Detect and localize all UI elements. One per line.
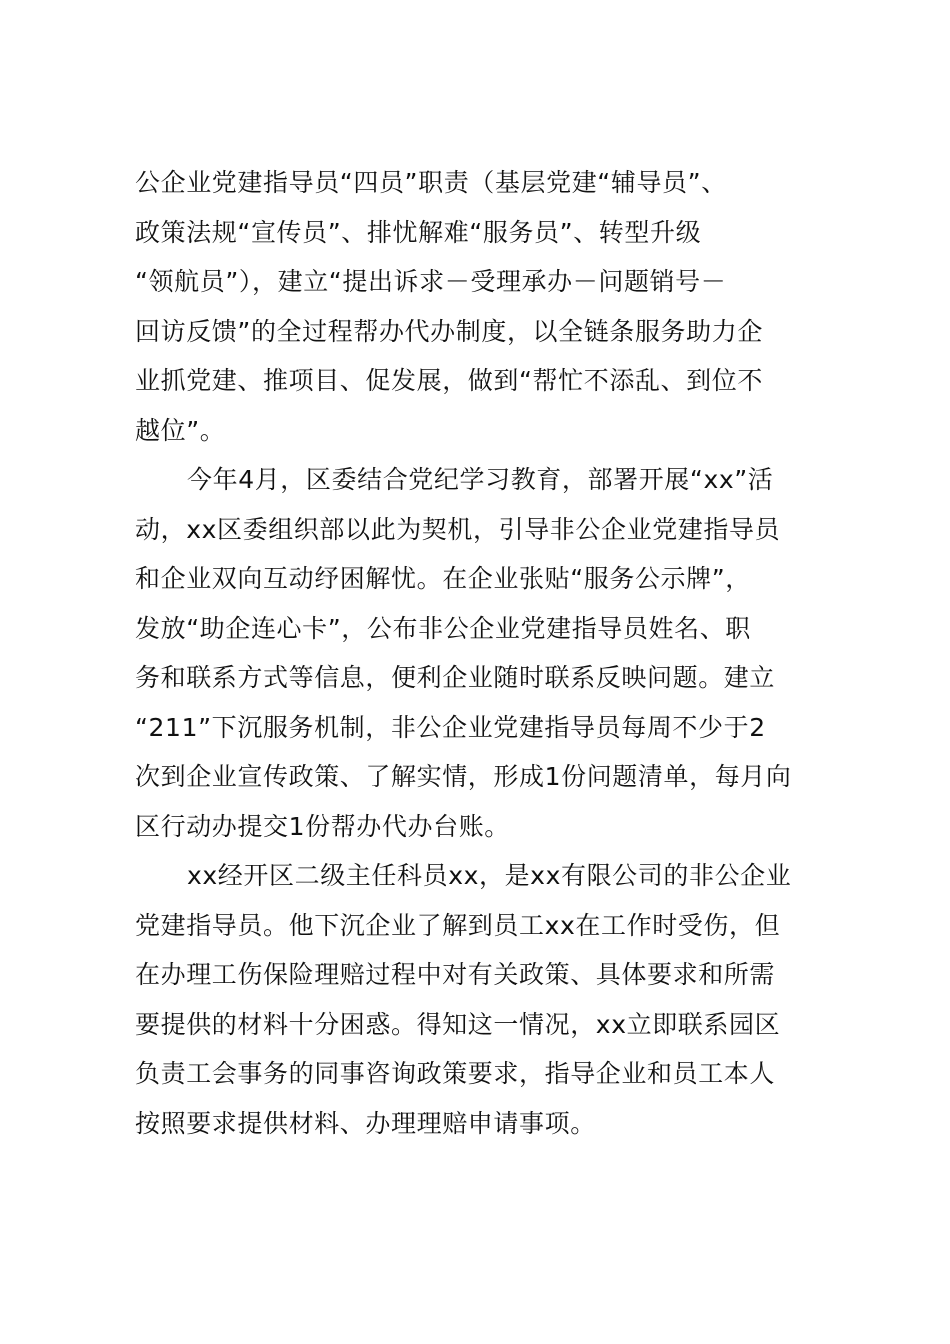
text-line: 业抓党建、推项目、促发展，做到“帮忙不添乱、到位不 <box>135 366 763 395</box>
text-line: 发放“助企连心卡”，公布非公企业党建指导员姓名、职 <box>135 613 751 643</box>
text-line: “211”下沉服务机制，非公企业党建指导员每周不少于2 <box>135 712 766 742</box>
text-line: 今年4月，区委结合党纪学习教育，部署开展“xx”活 <box>187 465 774 494</box>
text-line: 公企业党建指导员“四员”职责（基层党建“辅导员”、 <box>135 168 727 197</box>
text-line: 务和联系方式等信息，便利企业随时联系反映问题。建立 <box>135 663 776 692</box>
text-line: 次到企业宣传政策、了解实情，形成1份问题清单，每月向 <box>135 762 792 791</box>
text-line: 按照要求提供材料、办理理赔申请事项。 <box>135 1108 596 1138</box>
text-line: 和企业双向互动纾困解忧。在企业张贴“服务公示牌”， <box>135 564 751 593</box>
text-line: 负责工会事务的同事咨询政策要求，指导企业和员工本人 <box>135 1059 776 1088</box>
text-line: xx经开区二级主任科员xx，是xx有限公司的非公企业 <box>187 861 792 890</box>
text-line: 回访反馈”的全过程帮办代办制度，以全链条服务助力企 <box>135 316 763 346</box>
text-line: 区行动办提交1份帮办代办台账。 <box>135 811 510 841</box>
text-line: 动，xx区委组织部以此为契机，引导非公企业党建指导员 <box>135 514 781 544</box>
paragraph-3 <box>135 851 855 1148</box>
text-line: 要提供的材料十分困惑。得知这一情况，xx立即联系园区 <box>135 1009 781 1039</box>
text-line: 党建指导员。他下沉企业了解到员工xx在工作时受伤，但 <box>135 910 781 940</box>
paragraph-2 <box>135 455 855 851</box>
text-line: 政策法规“宣传员”、排忧解难“服务员”、转型升级 <box>135 217 702 247</box>
text-line: 在办理工伤保险理赔过程中对有关政策、具体要求和所需 <box>135 960 776 989</box>
paragraph-1 <box>135 158 855 455</box>
text-line: “领航员”），建立“提出诉求－受理承办－问题销号－ <box>135 267 727 296</box>
text-line: 越位”。 <box>135 415 226 445</box>
document-body <box>135 158 855 1148</box>
